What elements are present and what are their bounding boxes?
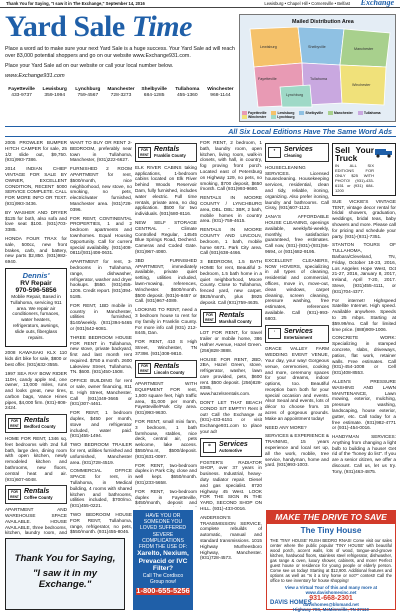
category-services-entertainment: ♪ Services Entertainment <box>265 325 329 344</box>
classified-ad: DON'T LET THAT BEACH CONDO SIT EMPTY! Rent it out! Call the Exchange at (931)-433-6151 or visit Exchange931.com to place your ad! <box>200 400 262 435</box>
for-rent-sign-icon: FOR RENT <box>138 147 151 158</box>
top-bar <box>0 0 400 8</box>
classified-ad: HANDYMAN SERVICES: Anything from changing a light bulb to building a house! Get rid of the "honey do list". If you are a senior citizen, we offer a discount. Call us, let us try. Tony, (931)463-4875. <box>332 434 396 474</box>
title-main: Yard Sale <box>5 10 125 43</box>
page-title <box>5 12 237 42</box>
brand-logo: Exchange <box>360 0 394 7</box>
classified-ad: LOT FOR RENT, for travel trailer or mobile home, 386 Hafner Avenue, Hazel Green. (256)828-3888. <box>200 330 262 353</box>
column-4 <box>200 140 262 610</box>
town-fayetteville: Fayetteville 433-9737 <box>8 87 35 98</box>
classified-ad: GRACE VALLEY FARM WEDDING EVENT VENUE, Your day, your way! Gorgeous venue, ceremonies, cooking and more, ceremony spaces for your dreams, indoor options, too. Beautiful reception barn both for your special occasion and events. Also! Seoal and events, lots of décor to choose from. 15 acres of gorgeous grounds. Make an appointment today! <box>265 346 329 421</box>
classified-ad: BY WASHER AND DRYER $125 for both, also sofa and love seat $100. (931)703-3385. <box>5 209 67 233</box>
dennis-rv-ad <box>5 268 67 347</box>
xarelto-legal-ad <box>133 510 193 610</box>
sell-title: Sell Your Truck <box>335 145 374 164</box>
intro-text: Place a word ad to make sure your next Yard Sale is a huge success. Your Yard Sale ad will reach over 83,000 potential shoppers and go on our website www.Exchange931.com. <box>5 46 235 59</box>
classified-ad: FOR RENT, two-bedroom duplex in Fayetteville, $450/month, deposit and <box>135 488 197 506</box>
classified-ad: HONDA FOUR TRAX for sale, 500cc, new front brakes, carb, and battery, new parts $2,850. (931)982-6940. <box>5 235 67 265</box>
legend-item: Lewisburg <box>271 111 294 115</box>
classified-ad: APARTMENT AND WAREHOUSE SPACE AVAILABLE. HOUSE AVAILABLE, three bedrooms, kitchen, laundry room, and <box>5 507 67 535</box>
map-regions-graphic <box>240 15 396 122</box>
for-rent-sign-icon: FOR RENT <box>138 363 151 374</box>
column-3 <box>135 140 197 507</box>
top-right-text: Lewisburg • Chapel Hill • Cornersville • Belfast <box>264 1 350 6</box>
classified-ad: 1997 SEA RAY BOW RIDER 110H, candy apple red, one owner, 13,000 miles, runs and looks great, new tires, carbon bags, Vance Hines pipes, $4,000 firm. (931)-808-2424. <box>5 370 67 411</box>
classified-ad: WANT TO BUY OR RENT 2-BEDROOM, preferably near town in Tullahoma, Manchester, (931)222-6627. <box>70 140 132 163</box>
column-5 <box>265 140 329 508</box>
legend-item: Shelbyville <box>299 111 323 115</box>
classified-ad: ANDERSON'S TRANSMISSION SERVICE, complete rebuilds of automatic, manual and standard transmissions. 1015 Highway Murfreesboro Highway, Manchester. (931)728-4573. <box>200 514 262 561</box>
classified-ad: FOR RENT, 1 bedroom duplex, $450 per month, stove and refrigerator included, water paid. (931)455-1494. <box>70 410 132 439</box>
dennis-phone: 970-596-5856 <box>15 286 57 294</box>
tiny-house-phone[interactable]: 931-668-2301 <box>309 595 353 602</box>
classified-ad: HOME FOR RENT, 1346 sq. feet bedrooms with 2nd full bath, large den, dining room with open kitchen, newly remodeled kitchen and bathrooms, new floors, central heat and air. (931)607-6048. <box>5 436 67 482</box>
editions-banner: All Six Local Editions Have The Same Word Ads <box>5 126 396 137</box>
classified-ad: FOR RENT, 2 bedroom, 1 bath, laundry room, open kitchen, living room, walk-in closets, with hall, in country, fog proving front porch. Located east of Petersburg on Highway 129, no pets, no smoking, $700 deposit, $650 /month. Call (931)993-9680. <box>200 140 262 192</box>
map-legend <box>242 111 392 119</box>
dennis-sub: RV Repair <box>20 279 52 287</box>
title-italic: Time <box>131 10 192 43</box>
top-left-text: Thank You for Saying, "I saw it in The Exchange," September 14, 2016 <box>6 1 145 6</box>
website-link[interactable]: www.Exchange931.com <box>5 72 65 79</box>
category-services-cleaning: ✦ Services Cleaning <box>265 143 329 162</box>
legend-item: Manchester <box>328 111 353 115</box>
classified-ad: 3BD FURNISHED APARTMENT, immediately available, private quiet setting, utilities included, lawn-mowing, references, Winchester. $600/month. $500 deposit. (931)6-8457 or Call. (931)967-4089. <box>135 257 197 304</box>
tiny-house-web-label: View a Virtual Tour of this and many more at <box>284 585 378 590</box>
classified-ad: CONCRETE WORK: Specializing in stamped concrete, slabs, driveways, patios, flat work, retainer walls. Free estimates. Call (931)-454-1008 or Cell (931)408-8553. <box>332 335 396 376</box>
classified-ad: THREE BEDROOM HOUSE FOR RENT in Tullahoma, new stove, private backyard, first and last month rent required. $750 a month. 2600 Lakeview Street, Tullahoma, TN. $600. (931)450-1508. <box>70 334 132 375</box>
classified-ad: HOUSECLEANING SERVICES. Licensed housecleaning. Housekeeping services, residential, clean and tidy, reliable, ironing, organizing. Also prefer ironing, laundry and bathrooms. Call Cissy, (931)607-1122. <box>265 164 329 211</box>
classified-ad: SUE VICKIE'S VINTAGE TENT, vintage decor rental for bridal showers, graduation, weddings, bridal teas, baby showers and more. Please call for pricing and schedule your party. (931)-(931)-7351. <box>332 198 396 239</box>
davis-homes-logo: DAVIS HOMES <box>270 600 312 606</box>
map-town-tullahoma: Tullahoma <box>310 77 328 81</box>
dennis-text: Mobile Repair, Based in Tullahoma, servicing 911 area. We repair air conditioners, furnaces, water heaters, refrigerators, awnings, slide outs, fiberglass repairs. <box>10 293 62 340</box>
classified-ad: EXCELLENT CLEANERS, NOW HOVERS, specializing in all types of cleaning, residential and commercial, offices, move in, move-out, clean windows, carpet cleaning, screen cleaning, pressure washing, free estimates, references available. Call (931)-993-6803. <box>265 257 329 321</box>
classified-ad: TWO BEDROOM HOUSE FOR RENT, Tullahoma, range, refrigerator, no pets, $550/month. (931)455-8046. <box>70 512 132 535</box>
column-1 <box>5 140 67 535</box>
map-town-fayetteville: Fayetteville <box>258 77 277 81</box>
tiny-house-ad <box>266 510 396 610</box>
intro-text-2: Place your Yard Sale ad on our website or call your local number below. <box>5 63 174 70</box>
classified-ad: ALLEN'S PRESSURE WASHING AND LAWN MAINTENANCE, Lawn mowing, exterior, mulching, pressure washing, landscaping, house exterior, gutter, etc. Call today for a free estimate. (931)982-4771 or (931)-454-0016. <box>332 378 396 431</box>
tiny-house-title: The Tiny House <box>300 526 362 535</box>
for-rent-sign-icon: FOR RENT <box>203 312 216 323</box>
column-6 <box>332 140 396 508</box>
legend-item: Lynchburg <box>271 115 294 119</box>
classified-ad: COMMERCIAL OFFICE SPACE for rent, in Tullahoma, in Medical building, 4 rooms with shared kitchen and bathrooms, utilities included, $700/mo. (931)455-0221. <box>70 468 132 509</box>
classified-ad: SERVICES & EXPERIENCE & TRAINING, 15 years experience and local set up, all the work, mobile, tree service, handyman, home and yard. (931)993-1003. <box>265 433 329 468</box>
tiny-house-email[interactable]: davishomes@blomand.net <box>303 602 359 607</box>
classified-ad: OFFICE BUILDING for rent or sale, owner financing, 811 E. High Street, Manchester. Call (931)349-3665 or (931)307-4461. <box>70 378 132 407</box>
for-rent-sign-icon: FOR RENT <box>8 418 21 429</box>
town-phone-bar <box>5 85 237 107</box>
map-town-lewisburg: Lewisburg <box>260 45 277 49</box>
classified-ad: LOOKING TO RENT, need a 3 bedroom house to rent for my family in Franklin County. For more info call (931) 212-8445, Dan. <box>135 307 197 336</box>
map-town-manchester: Manchester <box>354 47 374 51</box>
column-2 <box>70 140 132 535</box>
classified-ad: 3 BEDROOM, 1.5 BATH HOME for rent, Beautiful 3-bedroom, 1.5 bath home in a quiet neighborhood, Moore County. Close to Tullahoma, fenced yard, new carpet. $925/month, plus $925 deposit. Call (931)759-4635. <box>200 259 262 305</box>
broom-icon: ✦ <box>268 147 281 158</box>
thank-line-1: Thank You for Saying, <box>14 553 116 564</box>
map-title: Mailed Distribution Area <box>292 19 354 25</box>
classified-ad: 2014 INDIAN CHIEF VINTAGE FOR SALE BY OWNER, EXCELLENT CONDITION, RECENT 5000 SERVICE COMPLETE. CALL FOR MORE INFO OR TEXT. (931)993-3436. <box>5 166 67 206</box>
town-winchester: Winchester 968-1144 <box>207 87 234 98</box>
legend-item: Tullahoma <box>358 111 381 115</box>
classified-ad: RENTALS IN MOORE COUNTY / LYNCHBURG area, DBL. DBL: 3BR, 2 bath, mobile homes in country area. (931)-759-4615. <box>200 195 262 224</box>
category-services-automotive: ⚙ Services Automotive <box>200 438 262 457</box>
drive-banner: MAKE THE DRIVE TO SAVE <box>267 511 395 524</box>
classified-ad: 2005 PROWLER BUMPER HITCH CAMPER for sale, 25 1/2 slide out, $9,750. (931)993-7386. <box>5 140 67 163</box>
thank-line-2: "I saw it in my Exchange." <box>32 568 98 590</box>
map-town-shelbyville: Shelbyville <box>308 45 326 49</box>
town-lewisburg: Lewisburg 359-1994 <box>42 87 67 98</box>
classified-ad: FOR RENT, 410 S High Street, Winchester, TN 37398. (931)308-9810. <box>135 339 197 356</box>
category-rentals-coffee: FOR RENT Rentals Coffee County <box>5 485 67 504</box>
wrench-icon: ⚙ <box>203 442 216 453</box>
tiny-house-address: Highway 70S, McMinnville, TN 37110 <box>293 607 369 612</box>
thank-you-box <box>5 538 125 610</box>
tiny-house-text: THE 'TINY HOUSE' RUSH BEDRO RNAS! Come visit our sales center where the public popular 'TINY HOUSE' with beautiful wood porch, accent walls, lots of wood, tongue-and-groove kitchen, hardwood floors, stainless steel refrigerator, dishwasher, gas range & oven, luxury shower, cabinets, and more! Perfect guest house or residence for young people or elderly person. Come see us today! Starting at $12,900. Additional features and options as well as "Is it a tiny home or not?" contest! Call the office to see inventory for house shopping! <box>270 538 392 583</box>
classified-ad: FOR RENT, small mini farm, 3 bedroom, 1 bath farmhouse, stables, nice deck, central air, pets welcome, lake access. $550/mo.nt, $500/deposit. (931)631-0097. <box>135 419 197 459</box>
classified-ad: APARTMENT WITH EQUIPMENT FOR rent, 1,500 square feet, high traffic area, $1,000 per month, Fayetteville/Park City area. (931)993-9630. <box>135 381 197 416</box>
yard-sale-header <box>5 12 237 79</box>
category-rentals-franklin: FOR RENT Rentals Franklin County <box>135 143 197 162</box>
tiny-house-website[interactable]: www.davishomesinc.net <box>305 590 357 595</box>
town-tullahoma: Tullahoma 455-1360 <box>175 87 200 98</box>
classified-ad: FOR RENT, 1BD mobile in country in Manchester, utilities furnished, $140/weekly. (931)394-5465 or (931)542-6081. <box>70 302 132 331</box>
map-town-winchester: Winchester <box>352 83 371 87</box>
for-rent-sign-icon: FOR RENT <box>8 489 21 500</box>
sell-sub: IN ALL SIX EDITIONS FOR ONLY $25 WITH PHOTO! (931)-433-6151 or (931) 684-1200 <box>335 162 374 193</box>
town-shelbyville: Shelbyville 684-1285 <box>141 87 167 98</box>
classified-ad: RENTALS IN MOORE COUNTY AND LINCOLN, bedroom, 1 bath, mobile home 6671. Park City area. Call (931)638-4466. <box>200 227 262 256</box>
classified-ad: TWO BEDROOM TRAILER for rent, utilities furnished and unfurnished, Manchester area. (931)728-4519. <box>70 442 132 465</box>
town-lynchburg: Lynchburg 759-4567 <box>75 87 101 98</box>
xarelto-line-1: HAVE YOU OR SOMEONE YOU LOVED SUFFERED SEVERE COMPLICATIONS FROM THE USE OF: <box>138 513 188 551</box>
classified-ad: HOUSE FOR RENT, 2BD, 2BA, Hazel Green, stove, refrigerator, washer, lawn care provided, pets, $600 rent. $500 deposit. (256)828-8385, www.hazelsrentals.com. <box>200 356 262 397</box>
distribution-map <box>239 14 396 122</box>
map-town-lynchburg: Lynchburg <box>286 93 304 97</box>
town-manchester: Manchester 728-3273 <box>107 87 135 98</box>
classified-ad: JANA'S AFFORDABLE HOUSE CLEANING, openings available, weekly/bi-weekly, monthly, satisfaction guaranteed, free estimates. Call now, (931)-(931)-(931)56-9694, or (931)682-9195. <box>265 214 329 254</box>
classified-ad: For internet! Highspeed Satellite Internet. High speed. Available anywhere. Speeds to 25 mbps. Starting at $59.99/mo. Call for limited time price. (888)909-1006. <box>332 297 396 332</box>
classified-ad: ELK RIVER CABINS taking applications, 1-bedroom cabins located on Elk River behind Woods Reservoir Dam, fully furnished, includes water electric. Full time rentals, private area, no dog application. $500 for two individuals. (931)580-8116. <box>135 164 197 217</box>
legend-item: Winchester <box>242 115 266 119</box>
classified-ad: NEW SELF STORAGE CENTRAL - Climate Controlled Regular, 14545 Blue Springs Road, Decherd. Cameras and Coded Gate. (931)967-4080. <box>135 219 197 254</box>
category-rentals-marshall: FOR RENT Rentals Marshall County <box>200 309 262 328</box>
classified-ad: FOR RENT, two-bedroom duplex in Park City, close and well kept. $650/month. (931)233-5658. <box>135 462 197 486</box>
classified-ad: FOR RENT, CONTINENTAL PROPERTIES, 1 and 2 bedroom apartments and townhomes. Equal Housing Opportunity. Call for current special availability. (931)408-0811/(931)408-0631. <box>70 215 132 256</box>
music-note-icon: ♪ <box>268 328 281 339</box>
classified-ad: FOSTER'S RADIATOR SHOP, over 37 years in business. Industrial, heavy-duty radiator repair. Diesel and gas specialist. 8720 Highway 45 West. LOOK FOR THE SIGN IN THE YARD, SECOND SHOP ON HILL. (931)-433-0016. <box>200 459 262 512</box>
classified-ad: FURNISHED 2 ROOM APARTMENT for rent, $500/month, nice neighborhood, new stove, no smoking, no pets, electric/water furnished, Manchester area. (931)728-0396. <box>70 166 132 212</box>
sell-your-truck-ad <box>332 143 396 196</box>
dennis-name: Dennis' <box>22 270 50 280</box>
xarelto-phone[interactable]: 1-800-655-5256 <box>136 586 190 596</box>
classified-ad: NEED ANY MORE? <box>265 424 307 430</box>
classified-ad: APARTMENT for rent, 3-bedrooms in Tullahoma, range, dishwasher, refrigerator, washer and dryer hookups. $550. (931)455-1206. Credit report. (931)394-5185. <box>70 259 132 299</box>
legend-item: Fayetteville <box>242 111 266 115</box>
truck-icon <box>375 146 393 158</box>
category-rentals-lincoln: FOR RENT Rentals Lincoln County <box>135 360 197 379</box>
xarelto-line-3: Call The Cordisco Group now! <box>142 573 184 586</box>
classified-ad: STANTON TOURS OF TULLAHOMA, Barbara/Cleveland, TN, Friday, October 18-23, 2016, Los Angeles Hope West, Oct 21-27, 2016, January 8, 2017, Ireland, April 7-20, 2017. Steve, (931)455-4111, or (931)704-4377. <box>332 242 396 294</box>
xarelto-line-2: Xarelto, Nexium, Prevacid or IVC Filter? <box>137 550 189 573</box>
classified-ad: 2008 KAWASAKI KLX 110 kids dirt bike for sale, $800 or best offer. (931)632-3555. <box>5 350 67 367</box>
category-rentals-bedford: FOR RENT Rentals Bedford County <box>5 414 67 433</box>
